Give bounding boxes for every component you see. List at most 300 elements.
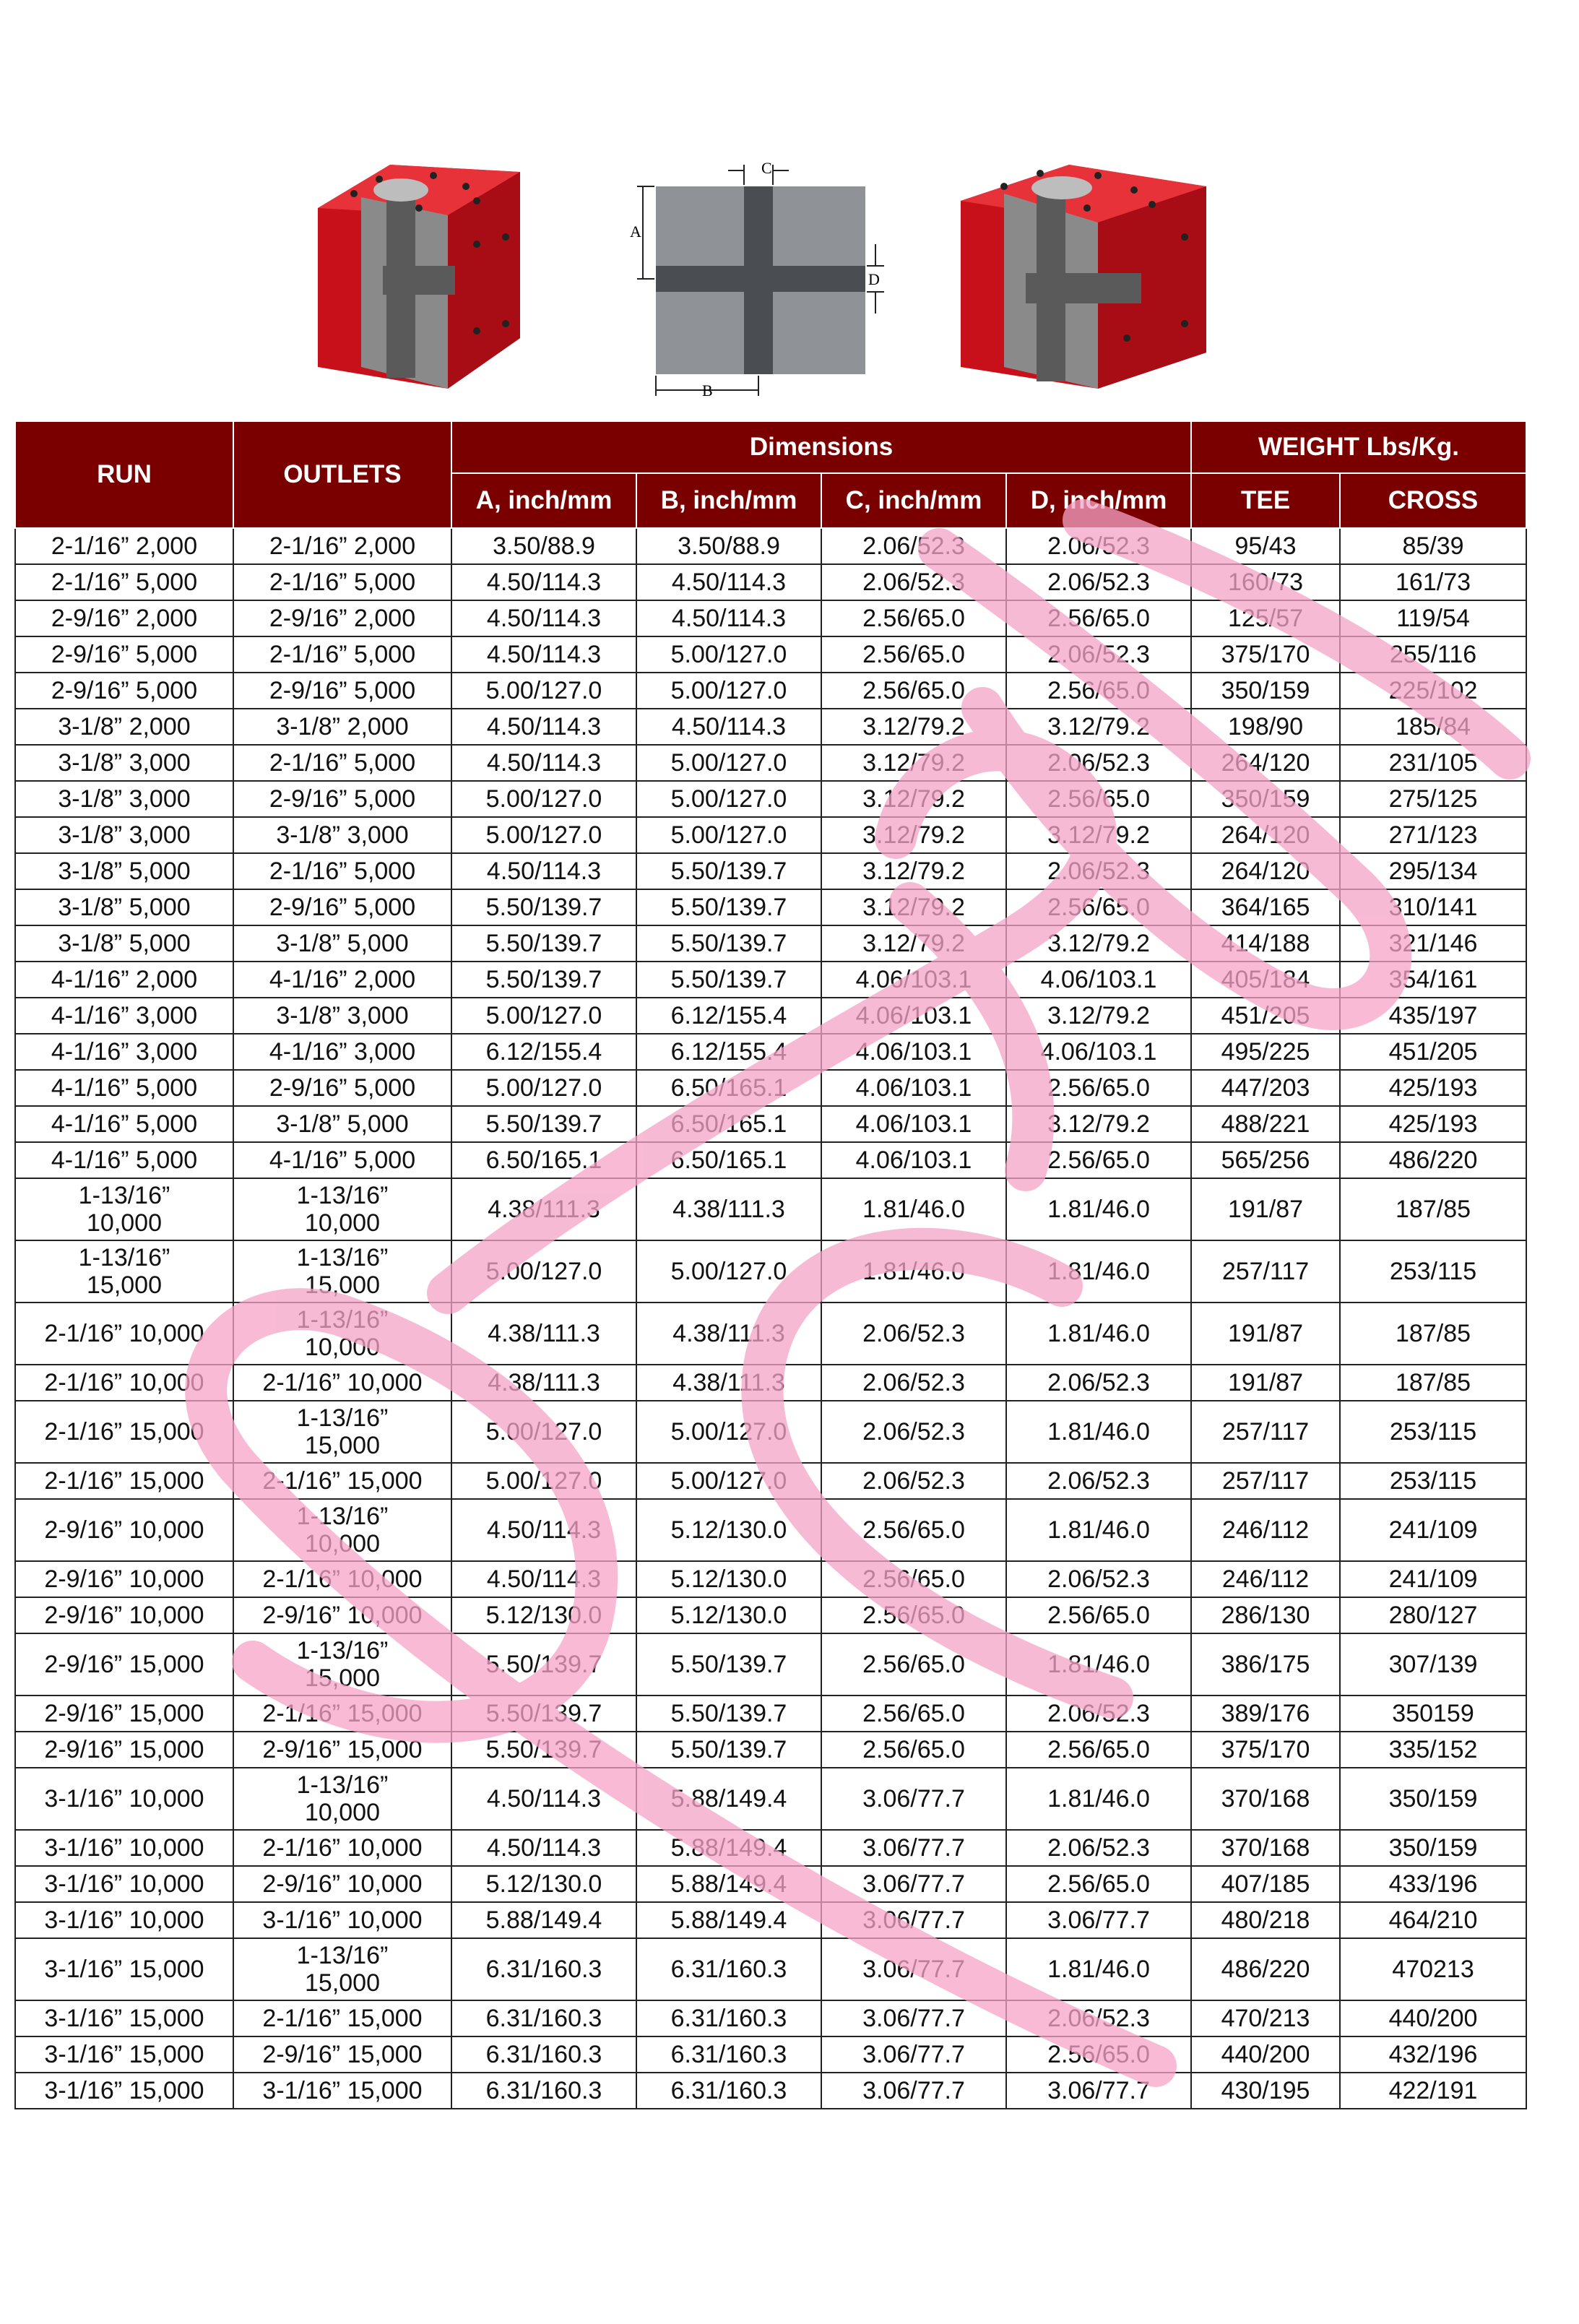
cell-tee: 495/225 <box>1191 1034 1340 1070</box>
cell-b: 6.12/155.4 <box>636 1034 821 1070</box>
cell-b: 5.12/130.0 <box>636 1561 821 1597</box>
cell-tee: 370/168 <box>1191 1830 1340 1866</box>
cell-run: 3-1/8” 5,000 <box>15 889 233 925</box>
cell-d: 2.56/65.0 <box>1006 1070 1191 1106</box>
table-row <box>15 1633 1526 1696</box>
cell-a: 6.12/155.4 <box>451 1034 636 1070</box>
cell-outlets: 2-1/16” 15,000 <box>233 1463 451 1499</box>
cell-d: 2.06/52.3 <box>1006 528 1191 564</box>
cell-c: 2.56/65.0 <box>821 1696 1006 1732</box>
cell-b: 6.31/160.3 <box>636 1938 821 2000</box>
cell-outlets: 2-1/16” 15,000 <box>233 1696 451 1732</box>
cell-d: 2.06/52.3 <box>1006 745 1191 781</box>
cell-tee: 160/73 <box>1191 564 1340 600</box>
cell-b: 6.50/165.1 <box>636 1142 821 1178</box>
cell-c: 4.06/103.1 <box>821 1034 1006 1070</box>
cell-tee: 286/130 <box>1191 1597 1340 1633</box>
table-row <box>15 925 1526 962</box>
cell-run: 3-1/8” 3,000 <box>15 745 233 781</box>
cell-a: 4.50/114.3 <box>451 564 636 600</box>
cell-outlets: 3-1/8” 5,000 <box>233 1106 451 1142</box>
cell-a: 4.50/114.3 <box>451 1830 636 1866</box>
header-run: RUN <box>15 421 233 528</box>
cell-d: 2.56/65.0 <box>1006 1597 1191 1633</box>
cell-b: 6.50/165.1 <box>636 1070 821 1106</box>
cell-cross: 350159 <box>1340 1696 1526 1732</box>
cell-b: 6.12/155.4 <box>636 998 821 1034</box>
cell-a: 4.50/114.3 <box>451 600 636 636</box>
cell-tee: 257/117 <box>1191 1463 1340 1499</box>
cell-run: 2-1/16” 15,000 <box>15 1463 233 1499</box>
cell-d: 2.06/52.3 <box>1006 564 1191 600</box>
cell-run: 2-9/16” 15,000 <box>15 1696 233 1732</box>
cell-c: 3.12/79.2 <box>821 853 1006 889</box>
table-row <box>15 1365 1526 1401</box>
cell-a: 4.50/114.3 <box>451 1499 636 1561</box>
cell-d: 1.81/46.0 <box>1006 1401 1191 1463</box>
cell-run: 2-9/16” 15,000 <box>15 1732 233 1768</box>
cell-d: 2.06/52.3 <box>1006 853 1191 889</box>
cell-cross: 187/85 <box>1340 1303 1526 1365</box>
cell-run: 4-1/16” 5,000 <box>15 1106 233 1142</box>
cell-outlets: 3-1/8” 2,000 <box>233 709 451 745</box>
cell-run: 3-1/8” 2,000 <box>15 709 233 745</box>
cell-c: 2.56/65.0 <box>821 1597 1006 1633</box>
cell-outlets: 1-13/16” 15,000 <box>233 1938 451 2000</box>
cell-d: 3.12/79.2 <box>1006 998 1191 1034</box>
cell-tee: 375/170 <box>1191 1732 1340 1768</box>
cell-c: 2.06/52.3 <box>821 1463 1006 1499</box>
cell-a: 4.50/114.3 <box>451 853 636 889</box>
cell-c: 2.56/65.0 <box>821 1499 1006 1561</box>
cell-cross: 275/125 <box>1340 781 1526 817</box>
cell-run: 2-1/16” 15,000 <box>15 1401 233 1463</box>
cell-a: 4.50/114.3 <box>451 1768 636 1830</box>
cell-d: 3.06/77.7 <box>1006 1902 1191 1938</box>
cell-b: 5.12/130.0 <box>636 1499 821 1561</box>
table-row <box>15 817 1526 853</box>
cell-outlets: 1-13/16” 10,000 <box>233 1178 451 1240</box>
cell-tee: 440/200 <box>1191 2036 1340 2073</box>
cell-b: 4.50/114.3 <box>636 600 821 636</box>
cell-d: 2.56/65.0 <box>1006 1732 1191 1768</box>
cell-c: 2.56/65.0 <box>821 1561 1006 1597</box>
cell-b: 5.50/139.7 <box>636 1732 821 1768</box>
cell-c: 3.06/77.7 <box>821 2000 1006 2036</box>
cell-cross: 85/39 <box>1340 528 1526 564</box>
table-row <box>15 1034 1526 1070</box>
cell-a: 6.50/165.1 <box>451 1142 636 1178</box>
cell-cross: 161/73 <box>1340 564 1526 600</box>
cell-a: 5.00/127.0 <box>451 673 636 709</box>
table-row <box>15 1732 1526 1768</box>
header-col-c: C, inch/mm <box>821 473 1006 528</box>
cell-tee: 264/120 <box>1191 853 1340 889</box>
cell-tee: 246/112 <box>1191 1561 1340 1597</box>
cell-a: 5.50/139.7 <box>451 1696 636 1732</box>
cell-outlets: 4-1/16” 2,000 <box>233 962 451 998</box>
cell-tee: 405/184 <box>1191 962 1340 998</box>
cell-b: 5.88/149.4 <box>636 1902 821 1938</box>
cell-run: 3-1/16” 10,000 <box>15 1866 233 1902</box>
cell-c: 3.12/79.2 <box>821 817 1006 853</box>
cell-cross: 185/84 <box>1340 709 1526 745</box>
cell-run: 4-1/16” 5,000 <box>15 1142 233 1178</box>
cell-run: 3-1/16” 15,000 <box>15 2036 233 2073</box>
cell-c: 3.06/77.7 <box>821 1830 1006 1866</box>
table-row <box>15 998 1526 1034</box>
cell-d: 1.81/46.0 <box>1006 1499 1191 1561</box>
cell-tee: 246/112 <box>1191 1499 1340 1561</box>
cell-tee: 414/188 <box>1191 925 1340 962</box>
table-row <box>15 1401 1526 1463</box>
cell-outlets: 2-1/16” 5,000 <box>233 853 451 889</box>
table-row <box>15 1938 1526 2000</box>
cell-c: 4.06/103.1 <box>821 1142 1006 1178</box>
cell-outlets: 3-1/16” 15,000 <box>233 2073 451 2109</box>
cell-a: 5.00/127.0 <box>451 1070 636 1106</box>
table-row <box>15 1106 1526 1142</box>
cell-c: 2.06/52.3 <box>821 528 1006 564</box>
cell-tee: 389/176 <box>1191 1696 1340 1732</box>
cell-b: 5.00/127.0 <box>636 673 821 709</box>
cell-outlets: 2-9/16” 10,000 <box>233 1597 451 1633</box>
cell-b: 5.00/127.0 <box>636 745 821 781</box>
header-outlets: OUTLETS <box>233 421 451 528</box>
cell-b: 4.50/114.3 <box>636 564 821 600</box>
cell-tee: 407/185 <box>1191 1866 1340 1902</box>
cell-c: 4.06/103.1 <box>821 1070 1006 1106</box>
cell-c: 3.12/79.2 <box>821 709 1006 745</box>
table-row <box>15 1178 1526 1240</box>
cell-a: 3.50/88.9 <box>451 528 636 564</box>
cell-b: 5.50/139.7 <box>636 853 821 889</box>
cell-c: 2.06/52.3 <box>821 1303 1006 1365</box>
cell-outlets: 1-13/16” 10,000 <box>233 1303 451 1365</box>
cell-outlets: 3-1/16” 10,000 <box>233 1902 451 1938</box>
cell-tee: 264/120 <box>1191 817 1340 853</box>
cell-tee: 451/205 <box>1191 998 1340 1034</box>
cell-run: 3-1/8” 3,000 <box>15 817 233 853</box>
cell-b: 5.88/149.4 <box>636 1830 821 1866</box>
studded-cross-image <box>953 157 1214 396</box>
cell-a: 5.00/127.0 <box>451 1401 636 1463</box>
cell-a: 4.50/114.3 <box>451 636 636 673</box>
drawing-label-a: A <box>630 223 641 241</box>
cell-outlets: 1-13/16” 15,000 <box>233 1633 451 1696</box>
cell-a: 4.38/111.3 <box>451 1365 636 1401</box>
cell-a: 5.00/127.0 <box>451 1240 636 1303</box>
cell-outlets: 2-9/16” 5,000 <box>233 781 451 817</box>
cell-a: 5.50/139.7 <box>451 1732 636 1768</box>
cell-tee: 565/256 <box>1191 1142 1340 1178</box>
cell-a: 5.00/127.0 <box>451 1463 636 1499</box>
cell-cross: 187/85 <box>1340 1365 1526 1401</box>
cell-b: 6.31/160.3 <box>636 2000 821 2036</box>
cell-cross: 433/196 <box>1340 1866 1526 1902</box>
cell-c: 3.12/79.2 <box>821 889 1006 925</box>
cell-b: 5.50/139.7 <box>636 962 821 998</box>
cell-tee: 488/221 <box>1191 1106 1340 1142</box>
drawing-label-c: C <box>761 159 772 177</box>
cell-c: 3.12/79.2 <box>821 781 1006 817</box>
table-row <box>15 1866 1526 1902</box>
cell-b: 4.50/114.3 <box>636 709 821 745</box>
table-row <box>15 673 1526 709</box>
cell-c: 4.06/103.1 <box>821 998 1006 1034</box>
cell-outlets: 2-9/16” 5,000 <box>233 1070 451 1106</box>
cell-cross: 271/123 <box>1340 817 1526 853</box>
cell-b: 4.38/111.3 <box>636 1303 821 1365</box>
cell-tee: 480/218 <box>1191 1902 1340 1938</box>
cell-tee: 350/159 <box>1191 673 1340 709</box>
cell-run: 4-1/16” 5,000 <box>15 1070 233 1106</box>
cell-tee: 364/165 <box>1191 889 1340 925</box>
cell-run: 3-1/16” 15,000 <box>15 2073 233 2109</box>
table-row <box>15 1240 1526 1303</box>
cell-cross: 464/210 <box>1340 1902 1526 1938</box>
table-row <box>15 853 1526 889</box>
cell-c: 3.06/77.7 <box>821 2036 1006 2073</box>
cell-a: 4.38/111.3 <box>451 1303 636 1365</box>
cell-d: 1.81/46.0 <box>1006 1240 1191 1303</box>
cell-run: 4-1/16” 2,000 <box>15 962 233 998</box>
cell-cross: 470213 <box>1340 1938 1526 2000</box>
cell-c: 3.12/79.2 <box>821 925 1006 962</box>
cell-c: 2.56/65.0 <box>821 1633 1006 1696</box>
table-row <box>15 2036 1526 2073</box>
cell-run: 3-1/16” 10,000 <box>15 1902 233 1938</box>
table-row <box>15 528 1526 564</box>
cell-tee: 447/203 <box>1191 1070 1340 1106</box>
cell-b: 5.50/139.7 <box>636 889 821 925</box>
cell-run: 3-1/8” 5,000 <box>15 853 233 889</box>
cell-a: 5.88/149.4 <box>451 1902 636 1938</box>
cell-run: 3-1/16” 15,000 <box>15 2000 233 2036</box>
cell-cross: 435/197 <box>1340 998 1526 1034</box>
table-row <box>15 2073 1526 2109</box>
cell-a: 5.12/130.0 <box>451 1866 636 1902</box>
cell-run: 2-9/16” 5,000 <box>15 636 233 673</box>
cell-d: 3.12/79.2 <box>1006 709 1191 745</box>
cell-b: 6.31/160.3 <box>636 2036 821 2073</box>
cell-b: 5.12/130.0 <box>636 1597 821 1633</box>
cell-c: 2.56/65.0 <box>821 673 1006 709</box>
cell-cross: 310/141 <box>1340 889 1526 925</box>
cell-tee: 375/170 <box>1191 636 1340 673</box>
cell-c: 2.06/52.3 <box>821 1365 1006 1401</box>
header-tee: TEE <box>1191 473 1340 528</box>
table-row <box>15 1499 1526 1561</box>
cell-run: 1-13/16” 10,000 <box>15 1178 233 1240</box>
cell-outlets: 2-1/16” 10,000 <box>233 1561 451 1597</box>
cell-a: 5.50/139.7 <box>451 1633 636 1696</box>
cell-c: 3.06/77.7 <box>821 2073 1006 2109</box>
table-row <box>15 1463 1526 1499</box>
cell-cross: 307/139 <box>1340 1633 1526 1696</box>
cell-cross: 119/54 <box>1340 600 1526 636</box>
cell-b: 6.31/160.3 <box>636 2073 821 2109</box>
drawing-label-b: B <box>702 381 713 399</box>
cell-a: 4.50/114.3 <box>451 709 636 745</box>
cell-c: 3.06/77.7 <box>821 1938 1006 2000</box>
cell-c: 2.56/65.0 <box>821 600 1006 636</box>
cell-run: 2-1/16” 10,000 <box>15 1303 233 1365</box>
table-row <box>15 1902 1526 1938</box>
cell-cross: 253/115 <box>1340 1463 1526 1499</box>
cell-cross: 350/159 <box>1340 1830 1526 1866</box>
cell-run: 2-9/16” 10,000 <box>15 1561 233 1597</box>
table-body <box>15 528 1526 2109</box>
cell-outlets: 2-1/16” 15,000 <box>233 2000 451 2036</box>
cell-c: 3.06/77.7 <box>821 1902 1006 1938</box>
cell-d: 2.06/52.3 <box>1006 1365 1191 1401</box>
table-row <box>15 1696 1526 1732</box>
cell-cross: 425/193 <box>1340 1070 1526 1106</box>
cell-d: 4.06/103.1 <box>1006 1034 1191 1070</box>
table-row <box>15 1830 1526 1866</box>
header-weight: WEIGHT Lbs/Kg. <box>1191 421 1526 473</box>
cell-run: 3-1/16” 15,000 <box>15 1938 233 2000</box>
cell-tee: 95/43 <box>1191 528 1340 564</box>
cell-b: 5.00/127.0 <box>636 636 821 673</box>
cell-d: 4.06/103.1 <box>1006 962 1191 998</box>
cell-tee: 264/120 <box>1191 745 1340 781</box>
cell-d: 2.06/52.3 <box>1006 2000 1191 2036</box>
cell-cross: 486/220 <box>1340 1142 1526 1178</box>
cell-a: 5.00/127.0 <box>451 817 636 853</box>
cell-outlets: 1-13/16” 10,000 <box>233 1499 451 1561</box>
cell-b: 5.00/127.0 <box>636 1240 821 1303</box>
cell-cross: 241/109 <box>1340 1561 1526 1597</box>
cell-cross: 295/134 <box>1340 853 1526 889</box>
cell-c: 3.06/77.7 <box>821 1866 1006 1902</box>
cell-tee: 430/195 <box>1191 2073 1340 2109</box>
cell-outlets: 3-1/8” 3,000 <box>233 817 451 853</box>
cell-cross: 241/109 <box>1340 1499 1526 1561</box>
cell-outlets: 2-1/16” 5,000 <box>233 636 451 673</box>
table-row <box>15 1070 1526 1106</box>
cell-tee: 191/87 <box>1191 1365 1340 1401</box>
table-row <box>15 709 1526 745</box>
cell-outlets: 2-9/16” 15,000 <box>233 1732 451 1768</box>
cell-tee: 370/168 <box>1191 1768 1340 1830</box>
cell-d: 2.06/52.3 <box>1006 1463 1191 1499</box>
cell-d: 1.81/46.0 <box>1006 1178 1191 1240</box>
dimension-drawing <box>627 157 887 407</box>
cell-c: 1.81/46.0 <box>821 1240 1006 1303</box>
cell-b: 5.50/139.7 <box>636 1696 821 1732</box>
cell-run: 2-9/16” 5,000 <box>15 673 233 709</box>
cell-run: 3-1/8” 3,000 <box>15 781 233 817</box>
cell-outlets: 4-1/16” 3,000 <box>233 1034 451 1070</box>
table-row <box>15 889 1526 925</box>
header-col-d: D, inch/mm <box>1006 473 1191 528</box>
header-col-b: B, inch/mm <box>636 473 821 528</box>
cell-d: 2.06/52.3 <box>1006 1696 1191 1732</box>
cell-d: 3.12/79.2 <box>1006 817 1191 853</box>
cell-d: 1.81/46.0 <box>1006 1633 1191 1696</box>
cell-b: 5.88/149.4 <box>636 1866 821 1902</box>
cell-run: 3-1/16” 10,000 <box>15 1830 233 1866</box>
cell-outlets: 2-1/16” 10,000 <box>233 1365 451 1401</box>
table-row <box>15 1597 1526 1633</box>
cell-cross: 253/115 <box>1340 1240 1526 1303</box>
cell-tee: 486/220 <box>1191 1938 1340 2000</box>
cell-a: 4.50/114.3 <box>451 1561 636 1597</box>
cell-cross: 280/127 <box>1340 1597 1526 1633</box>
cell-cross: 440/200 <box>1340 2000 1526 2036</box>
table-row <box>15 600 1526 636</box>
cell-a: 6.31/160.3 <box>451 2073 636 2109</box>
cell-a: 6.31/160.3 <box>451 2000 636 2036</box>
cell-a: 4.38/111.3 <box>451 1178 636 1240</box>
table-row <box>15 2000 1526 2036</box>
cell-a: 5.50/139.7 <box>451 962 636 998</box>
cell-run: 2-1/16” 10,000 <box>15 1365 233 1401</box>
header-cross: CROSS <box>1340 473 1526 528</box>
cell-d: 2.56/65.0 <box>1006 673 1191 709</box>
cell-d: 2.06/52.3 <box>1006 636 1191 673</box>
cell-c: 3.06/77.7 <box>821 1768 1006 1830</box>
cell-outlets: 3-1/8” 3,000 <box>233 998 451 1034</box>
cell-outlets: 3-1/8” 5,000 <box>233 925 451 962</box>
cell-a: 5.50/139.7 <box>451 889 636 925</box>
cell-tee: 257/117 <box>1191 1401 1340 1463</box>
cell-b: 5.88/149.4 <box>636 1768 821 1830</box>
cell-cross: 354/161 <box>1340 962 1526 998</box>
cell-outlets: 2-9/16” 15,000 <box>233 2036 451 2073</box>
cell-a: 5.00/127.0 <box>451 998 636 1034</box>
cell-a: 5.12/130.0 <box>451 1597 636 1633</box>
cell-cross: 451/205 <box>1340 1034 1526 1070</box>
cell-cross: 432/196 <box>1340 2036 1526 2073</box>
cell-tee: 386/175 <box>1191 1633 1340 1696</box>
cell-outlets: 2-9/16” 5,000 <box>233 673 451 709</box>
cell-cross: 425/193 <box>1340 1106 1526 1142</box>
cell-run: 4-1/16” 3,000 <box>15 1034 233 1070</box>
cell-d: 2.56/65.0 <box>1006 781 1191 817</box>
cell-d: 2.56/65.0 <box>1006 600 1191 636</box>
drawing-label-d: D <box>868 270 880 288</box>
cell-d: 2.06/52.3 <box>1006 1830 1191 1866</box>
cell-c: 4.06/103.1 <box>821 962 1006 998</box>
cell-b: 5.00/127.0 <box>636 781 821 817</box>
cell-tee: 257/117 <box>1191 1240 1340 1303</box>
header-dimensions: Dimensions <box>451 421 1191 473</box>
cell-d: 1.81/46.0 <box>1006 1303 1191 1365</box>
cell-d: 2.06/52.3 <box>1006 1561 1191 1597</box>
cell-c: 2.06/52.3 <box>821 564 1006 600</box>
cell-cross: 187/85 <box>1340 1178 1526 1240</box>
cell-tee: 350/159 <box>1191 781 1340 817</box>
cell-d: 1.81/46.0 <box>1006 1938 1191 2000</box>
table-row <box>15 1142 1526 1178</box>
cell-run: 2-9/16” 10,000 <box>15 1499 233 1561</box>
cell-run: 2-9/16” 2,000 <box>15 600 233 636</box>
cell-d: 2.56/65.0 <box>1006 2036 1191 2073</box>
cell-c: 3.12/79.2 <box>821 745 1006 781</box>
cell-b: 5.50/139.7 <box>636 925 821 962</box>
table-row <box>15 745 1526 781</box>
cell-run: 4-1/16” 3,000 <box>15 998 233 1034</box>
cell-cross: 350/159 <box>1340 1768 1526 1830</box>
header-col-a: A, inch/mm <box>451 473 636 528</box>
cell-outlets: 1-13/16” 15,000 <box>233 1401 451 1463</box>
cell-outlets: 2-9/16” 2,000 <box>233 600 451 636</box>
cell-cross: 321/146 <box>1340 925 1526 962</box>
cell-run: 1-13/16” 15,000 <box>15 1240 233 1303</box>
